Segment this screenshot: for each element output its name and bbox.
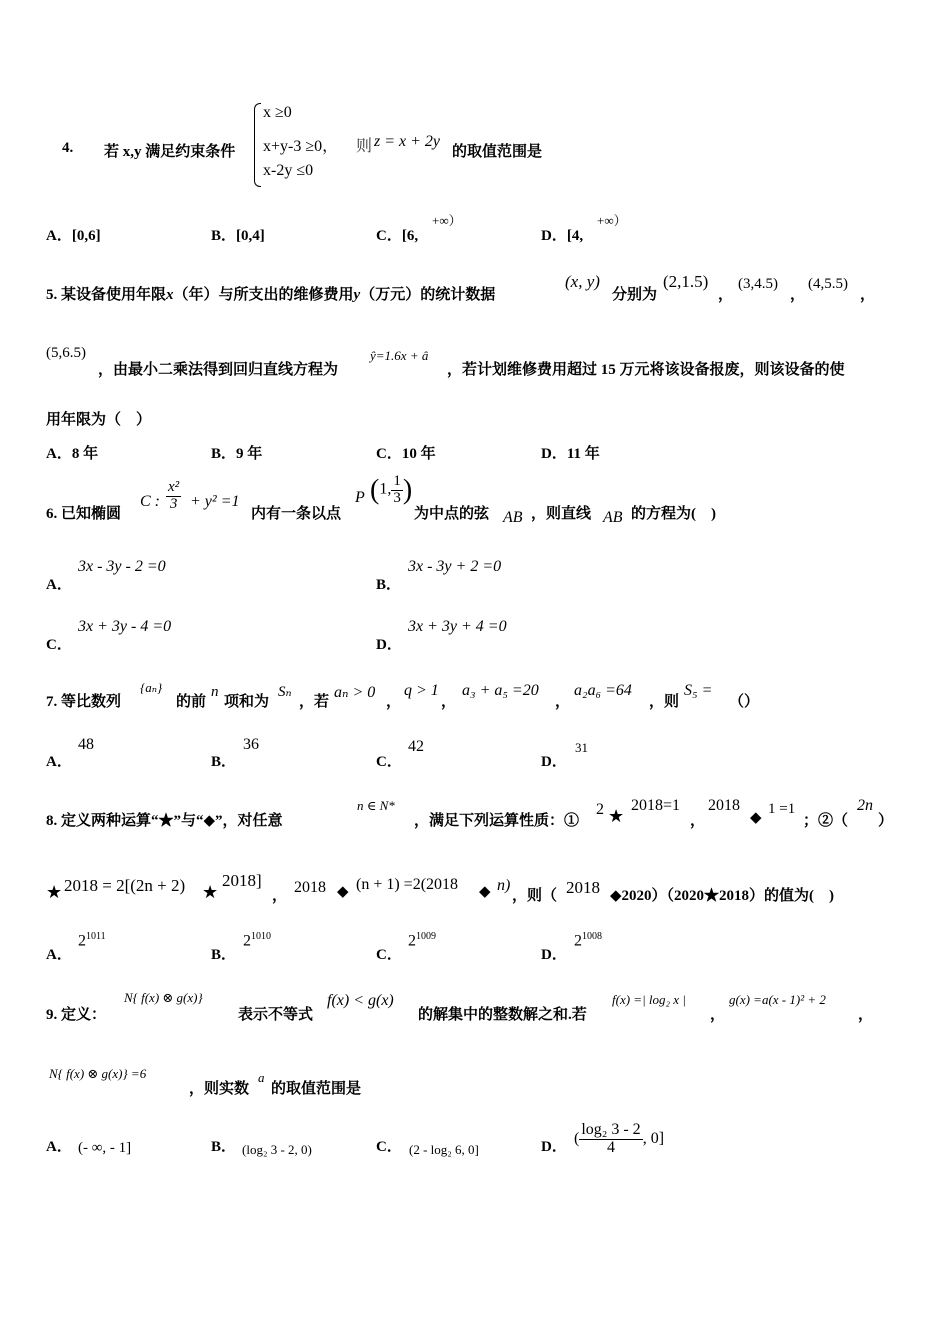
q8-p2-start: ；②（ [803,813,849,829]
q9-g-def: g(x) =a(x - 1)² + 2 [729,992,826,1007]
q9-intro: 9. 定义： [46,1007,107,1023]
q9-comma-1: ， [710,1007,726,1023]
q8-line2-diamond2-icon: ◆ [479,884,491,900]
q8-option-c-label: C． [376,947,402,963]
q8-line2-question: ◆2020）（2020★2018）的值为( ) [610,888,835,904]
q7-option-c-label: C． [376,754,402,770]
q6-option-c: 3x + 3y - 4 =0 [78,618,172,635]
q8-comma: ， [690,813,706,829]
q5-pair: (x, y) [565,272,600,291]
q9-a-var: a [258,1070,265,1085]
q8-option-a: $2^{1011}$ [78,931,106,950]
q9-option-d-label: D． [541,1139,567,1155]
q8-line2-then: ，则（ [512,888,558,904]
q4-suffix: 的取值范围是 [452,144,543,160]
q8-line2-diamond-icon: ◆ [337,884,349,900]
q4-prefix: 若 x,y 满足约束条件 [104,144,236,160]
q9-means: 表示不等式 [238,1007,314,1023]
q7-if: ，若 [299,694,330,710]
q9-range: 的取值范围是 [271,1081,362,1097]
q7-option-b: 36 [243,736,259,753]
q7-option-a: 48 [78,736,94,753]
q7-sum-text: 项和为 [224,694,270,710]
q7-cond-sum: a₃ + a₅ =20 [462,682,539,699]
q6-point-name: P [355,489,365,506]
q6-point-coords: (1, $\frac{1}{3}$ ) [370,473,413,506]
q4-option-d-tail: +∞） [597,213,627,228]
q8-line2-2018b: 2018 [566,878,600,897]
q7-question: （） [729,694,760,710]
q5-line2-b: ，若计划维修费用超过 15 万元将该设备报废，则该设备的使 [447,362,845,378]
q7-first: 的前 [176,694,207,710]
q4-constraint-2: x+y-3 ≥0， [263,138,339,155]
q4-constraint-1: x ≥0 [263,104,292,121]
q7-option-c: 42 [408,738,424,755]
q7-sequence: {aₙ} [140,680,163,695]
q9-integer-sum: 的解集中的整数解之和.若 [418,1007,587,1023]
q9-option-d: ( $\frac{\text{log₂ 3 - 2}}{4}$ , 0] [574,1121,665,1156]
q4-constraint-3: x-2y ≤0 [263,162,314,179]
q8-p1-two: 2 [596,801,604,818]
q9-then: ，则实数 [189,1081,250,1097]
q9-option-b: (log₂ 3 - 2, 0) [242,1142,312,1157]
q7-comma-2: ， [441,694,457,710]
q8-line2-star-icon: ★ [46,882,63,902]
q4-objective: z = x + 2y [374,133,441,150]
q7-cond-product: a₂a₆ =64 [574,682,632,699]
q8-p1b-base: 2018 [708,797,740,814]
q5-point-1: (2,1.5) [663,272,709,291]
q9-inequality: f(x) < g(x) [327,992,394,1009]
q8-line2-rec: (n + 1) =2(2018 [356,876,459,893]
q6-ellipse-name: C : [140,493,160,510]
q8-p1b-result: 1 =1 [768,801,796,817]
q4-option-d: D．[4, [541,228,584,244]
q8-diamond-icon: ◆ [750,810,762,826]
q4-option-a: A．[0,6] [46,228,101,244]
q5-option-a: A．8 年 [46,446,99,462]
q7-n: n [211,684,219,700]
q7-option-d-label: D． [541,754,567,770]
q5-option-d: D．11 年 [541,446,600,462]
q8-line2-2018: 2018 [294,879,326,896]
q6-option-b-label: B． [376,577,402,593]
q7-comma-1: ， [386,694,402,710]
q8-p1-result: 2018=1 [631,797,681,814]
q4-option-c-tail: +∞） [432,213,462,228]
q5-line2-a: ，由最小二乘法得到回归直线方程为 [98,362,339,378]
q9-option-c: (2 - log₂ 6, 0] [409,1142,479,1157]
q7-option-a-label: A． [46,754,72,770]
q9-comma-2: ， [858,1007,874,1023]
q6-intro: 6. 已知椭圆 [46,506,122,522]
q5-are: 分别为 [612,287,658,303]
q7-intro: 7. 等比数列 [46,694,122,710]
q6-option-b: 3x - 3y + 2 =0 [408,558,502,575]
q9-option-a: (- ∞, - 1] [78,1140,132,1156]
q8-option-a-label: A． [46,947,72,963]
q8-p2-2n: 2n [857,797,873,814]
q6-option-a: 3x - 3y - 2 =0 [78,558,166,575]
q8-option-d-label: D． [541,947,567,963]
q6-chord-ab: AB [503,509,523,526]
q6-ellipse-rest: + y² =1 [190,493,240,510]
q5-comma-2: ， [790,287,806,303]
q8-line2-expr-end: 2018] [222,871,262,890]
q7-s5: S₅ = [684,682,713,699]
q7-cond-positive: aₙ > 0 [334,684,376,701]
q4-option-c: C．[6, [376,228,419,244]
q6-option-c-label: C． [46,637,72,653]
q7-sn: Sₙ [278,684,292,700]
q7-cond-ratio: q > 1 [404,682,439,699]
q5-line1: 5. 某设备使用年限x（年）与所支出的维修费用y（万元）的统计数据 [46,287,496,303]
q4-number: 4. [62,140,74,156]
q8-option-c: $2^{1009}$ [408,931,436,950]
q8-line2-expr: 2018 = 2[(2n + 2) [64,876,186,895]
q5-point-3: (4,5.5) [808,276,848,292]
q7-option-d: 31 [575,740,588,755]
q9-option-b-label: B． [211,1139,237,1155]
q6-ellipse-frac: $\frac{\text{x²}}{3}$ [168,479,180,512]
q8-option-b: $2^{1010}$ [243,931,271,950]
q7-then: ，则 [649,694,680,710]
q8-option-b-label: B． [211,947,237,963]
q9-condition: N{ f(x) ⊗ g(x)} =6 [49,1066,147,1081]
q7-option-b-label: B． [211,754,237,770]
q6-option-d: 3x + 3y + 4 =0 [408,618,507,635]
q8-p2-close: ） [878,813,894,829]
q8-domain: n ∈ N* [357,798,395,813]
q5-point-2: (3,4.5) [738,276,778,292]
q6-midpoint-text: 为中点的弦 [414,506,490,522]
q6-inner-chord: 内有一条以点 [251,506,342,522]
q4-brace [254,103,261,187]
q8-star-icon: ★ [608,806,625,826]
q6-option-d-label: D． [376,637,402,653]
q5-regression: ŷ=1.6x + â [370,348,429,363]
q5-line3: 用年限为（ ） [46,412,152,428]
q8-intro: 8. 定义两种运算“★”与“◆”，对任意 [46,813,283,829]
q9-f-def: f(x) =| log₂ x | [612,992,686,1007]
q5-option-c: C．10 年 [376,446,436,462]
q8-option-d: $2^{1008}$ [574,931,602,950]
q8-line2-comma: ， [272,888,288,904]
q6-line-ab: AB [603,509,623,526]
q6-option-a-label: A． [46,577,72,593]
q5-comma-3: ， [860,287,876,303]
q4-then: 则 [356,138,373,155]
q9-option-a-label: A． [46,1139,72,1155]
q8-line2-n: n) [497,877,511,894]
q6-question: 的方程为( ) [631,506,716,522]
q7-comma-3: ， [555,694,571,710]
q5-point-4: (5,6.5) [46,345,86,361]
q5-option-b: B．9 年 [211,446,263,462]
q9-definition: N{ f(x) ⊗ g(x)} [124,990,203,1005]
q5-comma-1: ， [718,287,734,303]
q8-line2-star2-icon: ★ [202,882,219,902]
q8-properties: ，满足下列运算性质：① [414,813,580,829]
q9-option-c-label: C． [376,1139,402,1155]
q6-then-line: ，则直线 [531,506,592,522]
q4-option-b: B．[0,4] [211,228,265,244]
